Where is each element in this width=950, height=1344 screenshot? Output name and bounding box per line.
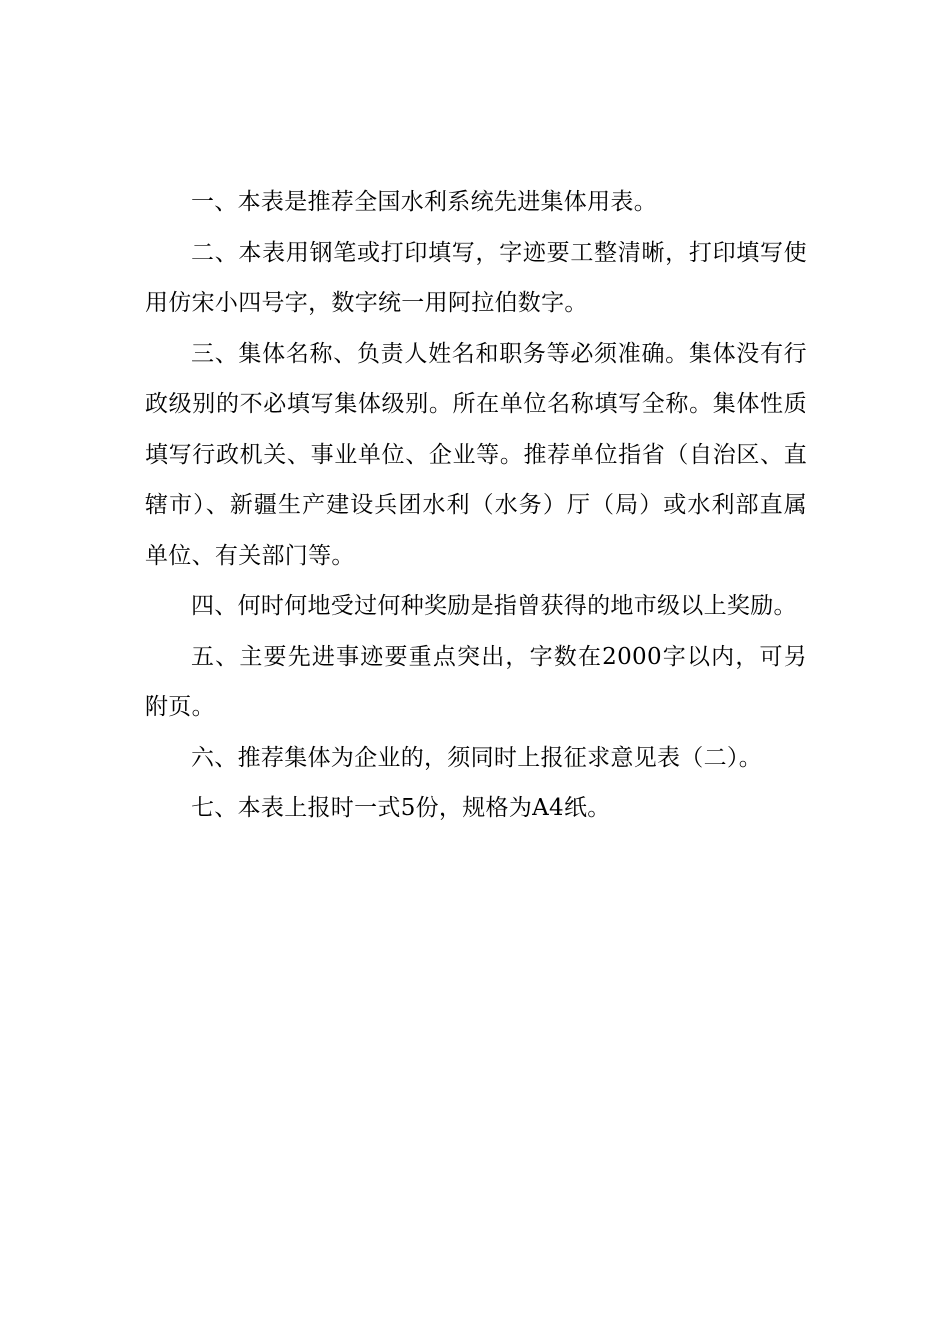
- instructions-body: [145, 177, 807, 834]
- instruction-item-1: 一、本表是推荐全国水利系统先进集体用表。: [191, 189, 657, 215]
- instruction-item-2: 二、本表用钢笔或打印填写，字迹要工整清晰，打印填写使用仿宋小四号字，数字统一用阿拉伯数字。: [145, 239, 807, 316]
- instruction-item-3: 三、集体名称、负责人姓名和职务等必须准确。集体没有行政级别的不必填写集体级别。所在单位名称填写全称。集体性质填写行政机关、事业单位、企业等。推荐单位指省（自治区、直辖市）、新疆生产建设兵团水利（水务）厅（局）或水利部直属单位、有关部门等。: [145, 340, 807, 569]
- instruction-item-7: 七、本表上报时一式5份，规格为A4纸。: [191, 795, 611, 821]
- instruction-item-6: 六、推荐集体为企业的，须同时上报征求意见表（二）。: [191, 744, 762, 771]
- instruction-item-5: 五、主要先进事迹要重点突出，字数在2000字以内，可另附页。: [145, 643, 807, 720]
- instruction-item-4: 四、何时何地受过何种奖励是指曾获得的地市级以上奖励。: [191, 593, 797, 619]
